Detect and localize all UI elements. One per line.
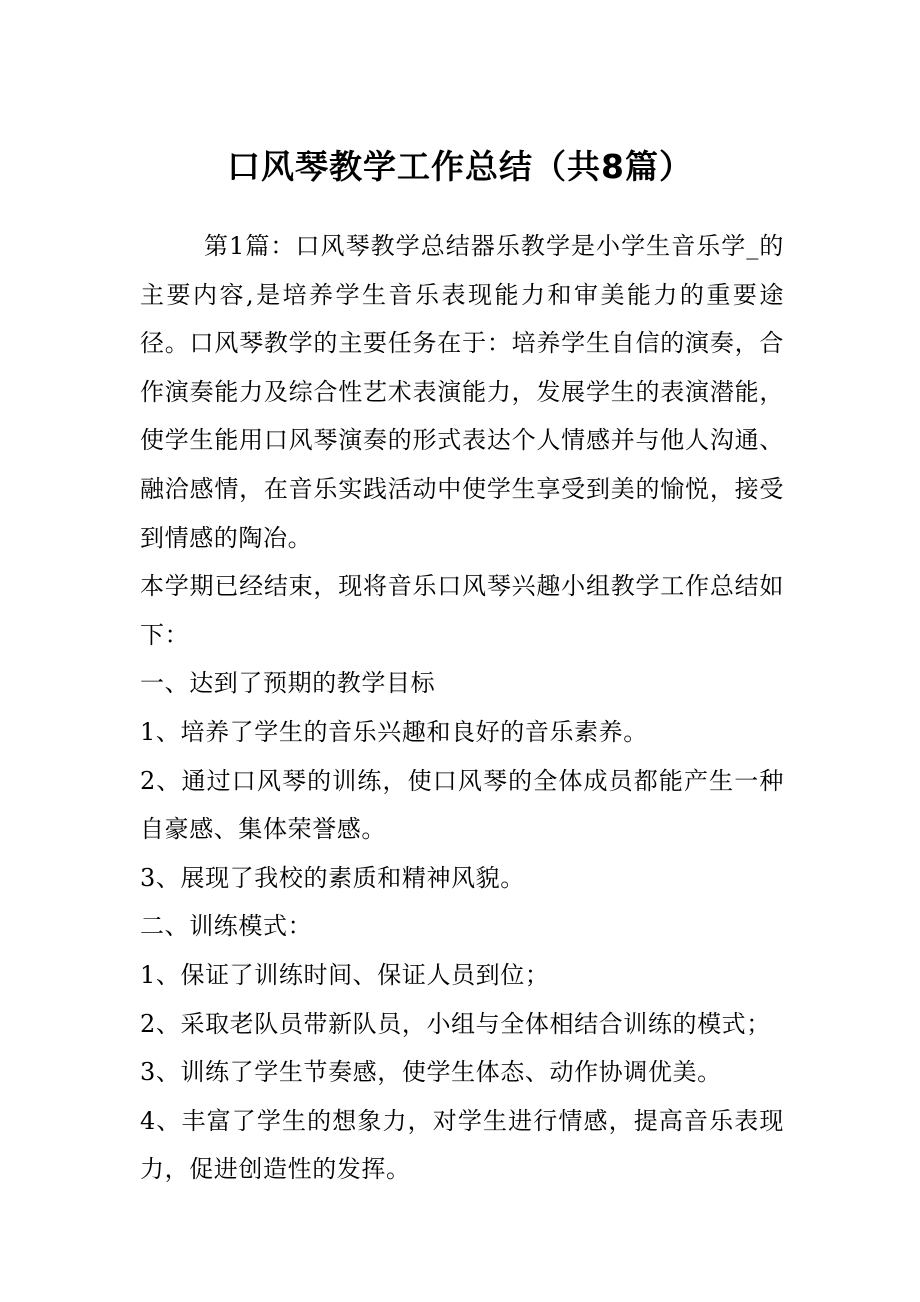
list-item: 3、展现了我校的素质和精神风貌。 — [140, 863, 525, 892]
paragraph-summary-lead: 本学期已经结束，现将音乐口风琴兴趣小组教学工作总结如下： — [140, 572, 784, 649]
section-heading-training: 二、训练模式： — [140, 912, 313, 941]
list-item: 1、保证了训练时间、保证人员到位； — [140, 960, 550, 989]
list-item: 2、通过口风琴的训练，使口风琴的全体成员都能产生一种自豪感、集体荣誉感。 — [140, 766, 784, 844]
document-title: 口风琴教学工作总结（共8篇） — [227, 147, 693, 186]
list-item: 2、采取老队员带新队员，小组与全体相结合训练的模式； — [140, 1009, 771, 1038]
paragraph-intro: 第1篇：口风琴教学总结器乐教学是小学生音乐学_的主要内容,是培养学生音乐表现能力和审美能力的重要途径。口风琴教学的主要任务在于：培养学生自信的演奏，合作演奏能力及综合性艺术表演能力，发展学生的表演潜能，使学生能用口风琴演奏的形式表达个人情感并与他人沟通、融洽感情，在音乐实践活动中使学生享受到美的愉悦，接受到情感的陶冶。 — [140, 232, 784, 552]
list-item: 1、培养了学生的音乐兴趣和良好的音乐素养。 — [140, 717, 648, 746]
document-body — [140, 222, 784, 1194]
section-heading-goals: 一、达到了预期的教学目标 — [140, 669, 436, 698]
list-item: 4、丰富了学生的想象力，对学生进行情感，提高音乐表现力，促进创造性的发挥。 — [140, 1106, 784, 1184]
list-item: 3、训练了学生节奏感，使学生体态、动作协调优美。 — [140, 1058, 722, 1087]
